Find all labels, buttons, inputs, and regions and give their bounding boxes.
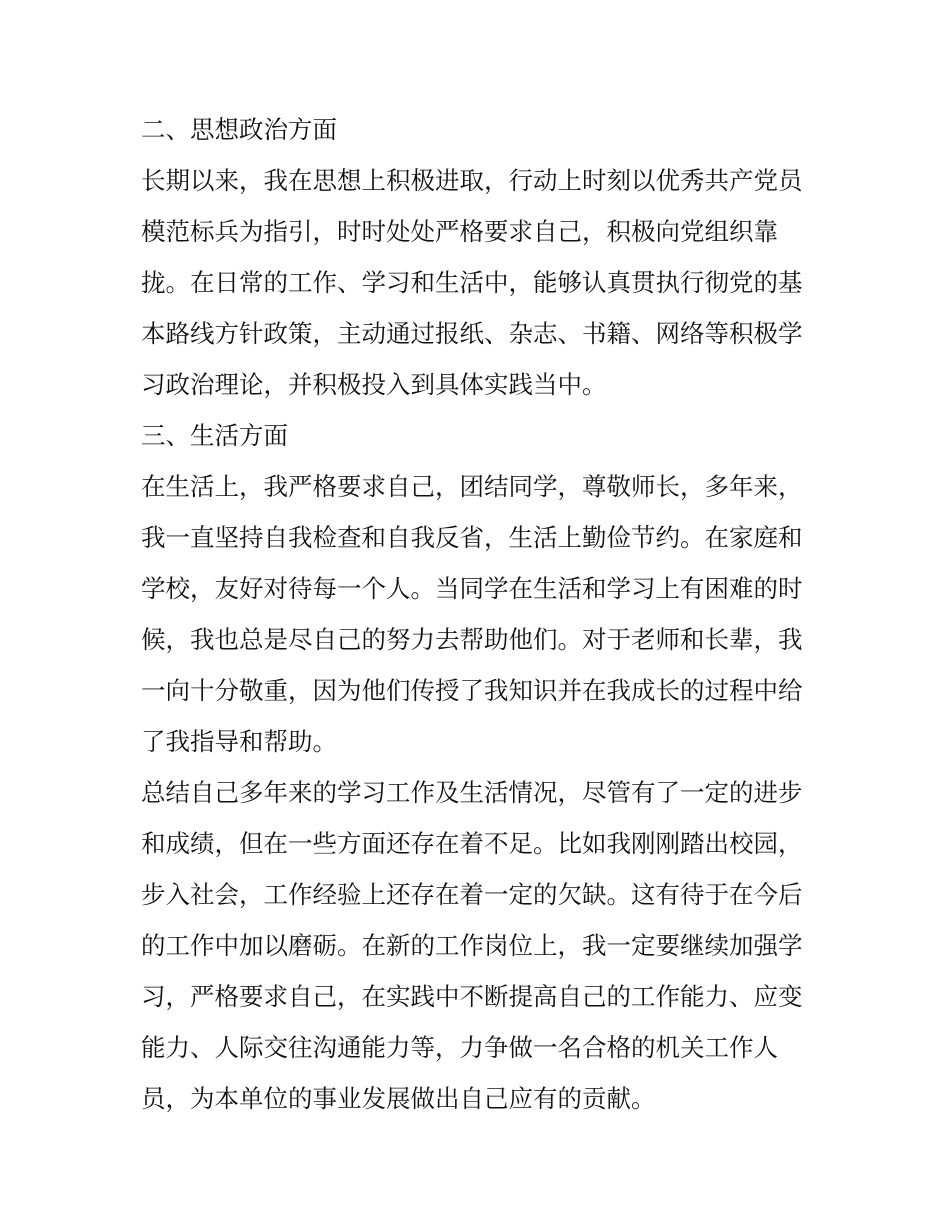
text-line: 的工作中加以磨砺。在新的工作岗位上，我一定要继续加强学 <box>141 931 803 960</box>
text-line: 本路线方针政策，主动通过报纸、杂志、书籍、网络等积极学 <box>141 319 803 348</box>
document-body <box>141 104 821 1124</box>
text-line: 学校，友好对待每一个人。当同学在生活和学习上有困难的时 <box>141 574 803 603</box>
text-line: 长期以来，我在思想上积极进取，行动上时刻以优秀共产党员 <box>141 166 803 195</box>
text-line: 模范标兵为指引，时时处处严格要求自己，积极向党组织靠 <box>141 217 778 246</box>
text-line: 总结自己多年来的学习工作及生活情况，尽管有了一定的进步 <box>141 778 803 807</box>
text-line: 一向十分敬重，因为他们传授了我知识并在我成长的过程中给 <box>141 676 803 705</box>
text-line: 习政治理论，并积极投入到具体实践当中。 <box>141 370 607 399</box>
text-line: 拢。在日常的工作、学习和生活中，能够认真贯执行彻党的基 <box>141 268 803 297</box>
text-line: 习，严格要求自己，在实践中不断提高自己的工作能力、应变 <box>141 982 803 1011</box>
section-heading-life: 三、生活方面 <box>141 421 288 450</box>
text-line: 步入社会，工作经验上还存在着一定的欠缺。这有待于在今后 <box>141 880 803 909</box>
text-line: 员，为本单位的事业发展做出自己应有的贡献。 <box>141 1084 656 1113</box>
text-line: 我一直坚持自我检查和自我反省，生活上勤俭节约。在家庭和 <box>141 523 803 552</box>
text-line: 和成绩，但在一些方面还存在着不足。比如我刚刚踏出校园， <box>141 829 803 858</box>
text-line: 能力、人际交往沟通能力等，力争做一名合格的机关工作人 <box>141 1033 778 1062</box>
text-line: 在生活上，我严格要求自己，团结同学，尊敬师长，多年来， <box>141 472 803 501</box>
text-line: 了我指导和帮助。 <box>141 727 337 756</box>
text-line: 候，我也总是尽自己的努力去帮助他们。对于老师和长辈，我 <box>141 625 803 654</box>
section-heading-political: 二、思想政治方面 <box>141 115 337 144</box>
